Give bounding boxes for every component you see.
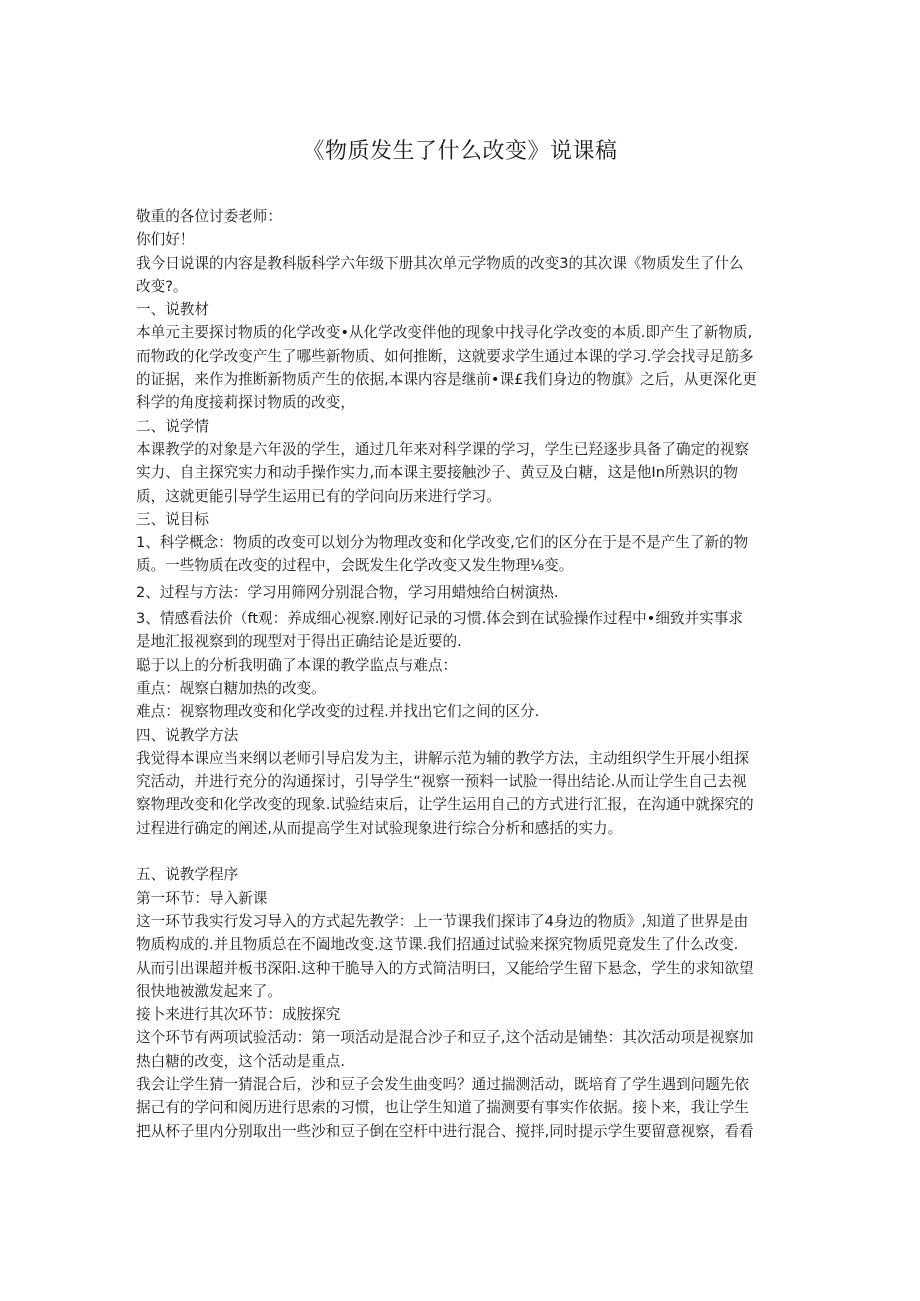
text-line: 的证据，来作为推断新物质产生的依据,本课内容是继前•课£我们身边的物旗》之后，从更深化更	[136, 371, 757, 389]
text-line: 重点：觇察白糖加热的改变。	[136, 679, 326, 697]
text-line: 敬重的各位讨委老师：	[136, 208, 282, 225]
text-line: 究活动，并进行充分的沟通探讨，引导学生“视察一预料一试脸一得出结论.从而让学生自己去视	[136, 773, 747, 791]
text-line: 据己有的学问和阅历进行思索的习惯，也让学生知道了揣测要有事实作依据。接卜来，我让学生	[136, 1099, 749, 1117]
text-line: 我会让学生猜一猜混合后，沙和豆子会发生曲变吗？通过揣测活动，既培育了学生遇到问题先依	[136, 1075, 749, 1093]
text-line: 改变?。	[136, 277, 188, 295]
text-line: 二、说学情	[136, 417, 209, 435]
text-line: 一、说教材	[136, 301, 209, 319]
text-line: 是地汇报视察到的现型对于得出正确结论是近要的.	[136, 633, 462, 651]
text-line: 察物理改变和化学改变的现象.试验结束后，让学生运用自己的方式进行汇报，在沟通中就探究的	[136, 796, 754, 814]
text-line: 第一环节：导入新课	[136, 889, 268, 907]
text-line: 实力、自主探究实力和动手操作实力,而本课主要接触沙子、黄豆及白糖，这是他In所熟识的物	[136, 464, 738, 482]
text-line: 从而引出课超并板书深阳.这种干脆导入的方式简洁明曰，又能给学生留下悬念，学生的求知欲望	[136, 959, 754, 977]
document-title: 《物质发生了什么改变》说课稿	[302, 139, 618, 164]
text-line: 热白糖的改变，这个活动是重点.	[136, 1052, 345, 1070]
text-line: 本课教学的对象是六年汲的学生，通过几年来对科学课的学习，学生已羟逐步具备了确定的视察	[136, 440, 749, 458]
text-line: 3、情感看法价（ft观：养成细心视察.刚好记录的习惯.体会到在试验操作过程中•细致并实事求	[136, 610, 743, 628]
text-line: 很快地被激发起来了。	[136, 982, 282, 1000]
blank-line	[136, 840, 788, 863]
text-line: 把从杯子里内分别取出一些沙和豆子倒在空杆中进行混合、搅拌,同时提示学生要留意视察，看看	[136, 1122, 754, 1140]
text-line: 科学的角度接莉探讨物质的改变，	[136, 394, 355, 412]
text-line: 1、科学概念：物质的改变可以划分为物理改变和化学改变,它们的区分在于是不是产生了新的物	[136, 534, 749, 552]
text-line: 物质构成的.并且物质总在不阖地改变.这节课.我们招通过试验来探究物质兕竟发生了什么改变.	[136, 936, 739, 954]
text-line: 2、过程与方法：学习用筛网分别混合物，学习用蜡烛给白树演热.	[136, 583, 559, 601]
text-line: 过程进行确定的阐述,从而提高学生对试验现象进行综合分析和感括的实力。	[136, 819, 623, 837]
text-line: 聪于以上的分析我明确了本课的教学监点与难点：	[136, 656, 458, 674]
text-line: 四、说教学方法	[136, 726, 239, 744]
text-line: 而物政的化学改变产生了哪些新物质、如何推断，这就要求学生通过本课的学习.学会找寻足筋多	[136, 347, 754, 365]
text-line: 本单元主要探讨物质的化学改变•从化学改变伴他的现象中找寻化学改变的本质.即产生了新物质,	[136, 324, 753, 342]
text-line: 三、说目标	[136, 510, 209, 528]
text-line: 我今日说课的内容是教科版科学六年级下册其次单元学物质的改变3的其次课《物质发生了什么	[136, 254, 744, 272]
text-line: 这个环节有两项试验活动：第一项活动是混合沙子和豆子,这个活动是铺垫：其次活动项是视察加	[136, 1029, 754, 1047]
document-body	[136, 205, 788, 1143]
text-line: 质。一些物质在改变的过程中，会既发生化学改变又发生物理⅛变。	[136, 557, 574, 575]
text-line: 这一环节我实行发习导入的方式起先教学：上一节课我们探讳了4身边的物质》,知道了世界是由	[136, 912, 749, 930]
text-line: 质，这就更能引导学生运用已有的学问向历来进行学习。	[136, 487, 501, 505]
text-line: 五、说教学程序	[136, 866, 239, 884]
text-line: 难点：视察物理改变和化学改变的过程.并找出它们之间的区分.	[136, 703, 540, 721]
text-line: 我觉得本课应当来纲以老师引导启发为主，讲解示范为辅的教学方法，主动组织学生开展小组探	[136, 749, 749, 767]
text-line: 接卜来进行其次环节：成胺探究	[136, 1006, 341, 1024]
text-line: 你们好！	[136, 231, 195, 249]
